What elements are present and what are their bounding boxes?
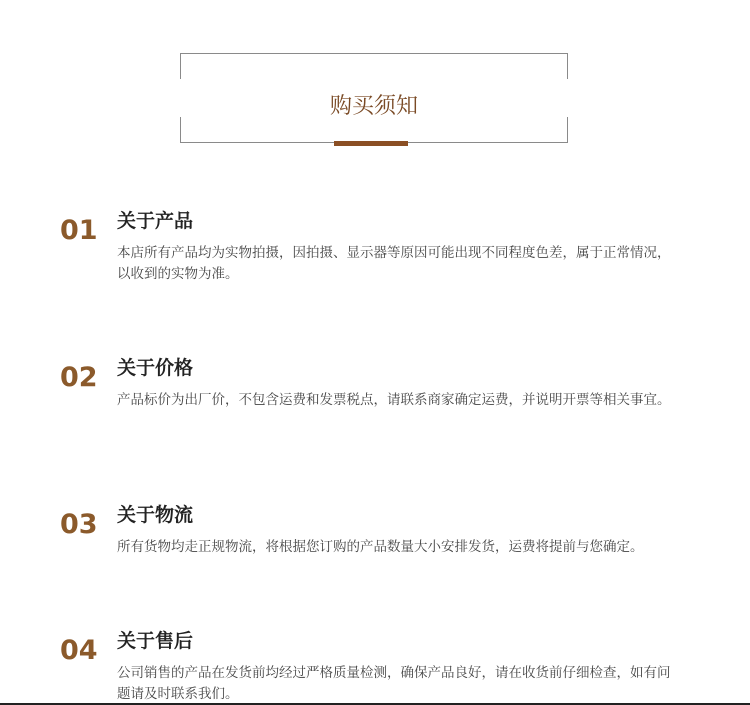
section-number: 04 (60, 635, 98, 666)
section-title: 关于售后 (117, 630, 194, 652)
section-number: 03 (60, 509, 98, 540)
page-title: 购买须知 (329, 94, 418, 119)
section-body: 本店所有产品均为实物拍摄，因拍摄、显示器等原因可能出现不同程度色差，属于正常情况，以收到的实物为准。 (117, 245, 671, 282)
section-title: 关于产品 (117, 210, 194, 232)
section-body: 公司销售的产品在发货前均经过严格质量检测，确保产品良好，请在收货前仔细检查，如有问题请及时联系我们。 (117, 665, 671, 702)
section-title: 关于物流 (117, 504, 194, 526)
section-body: 产品标价为出厂价，不包含运费和发票税点，请联系商家确定运费，并说明开票等相关事宜。 (117, 392, 671, 408)
title-underline (334, 141, 408, 146)
section-number: 02 (60, 362, 98, 393)
section-body: 所有货物均走正规物流，将根据您订购的产品数量大小安排发货，运费将提前与您确定。 (117, 539, 644, 555)
title-frame (180, 53, 568, 143)
section-number: 01 (60, 215, 98, 246)
section-title: 关于价格 (117, 357, 194, 379)
